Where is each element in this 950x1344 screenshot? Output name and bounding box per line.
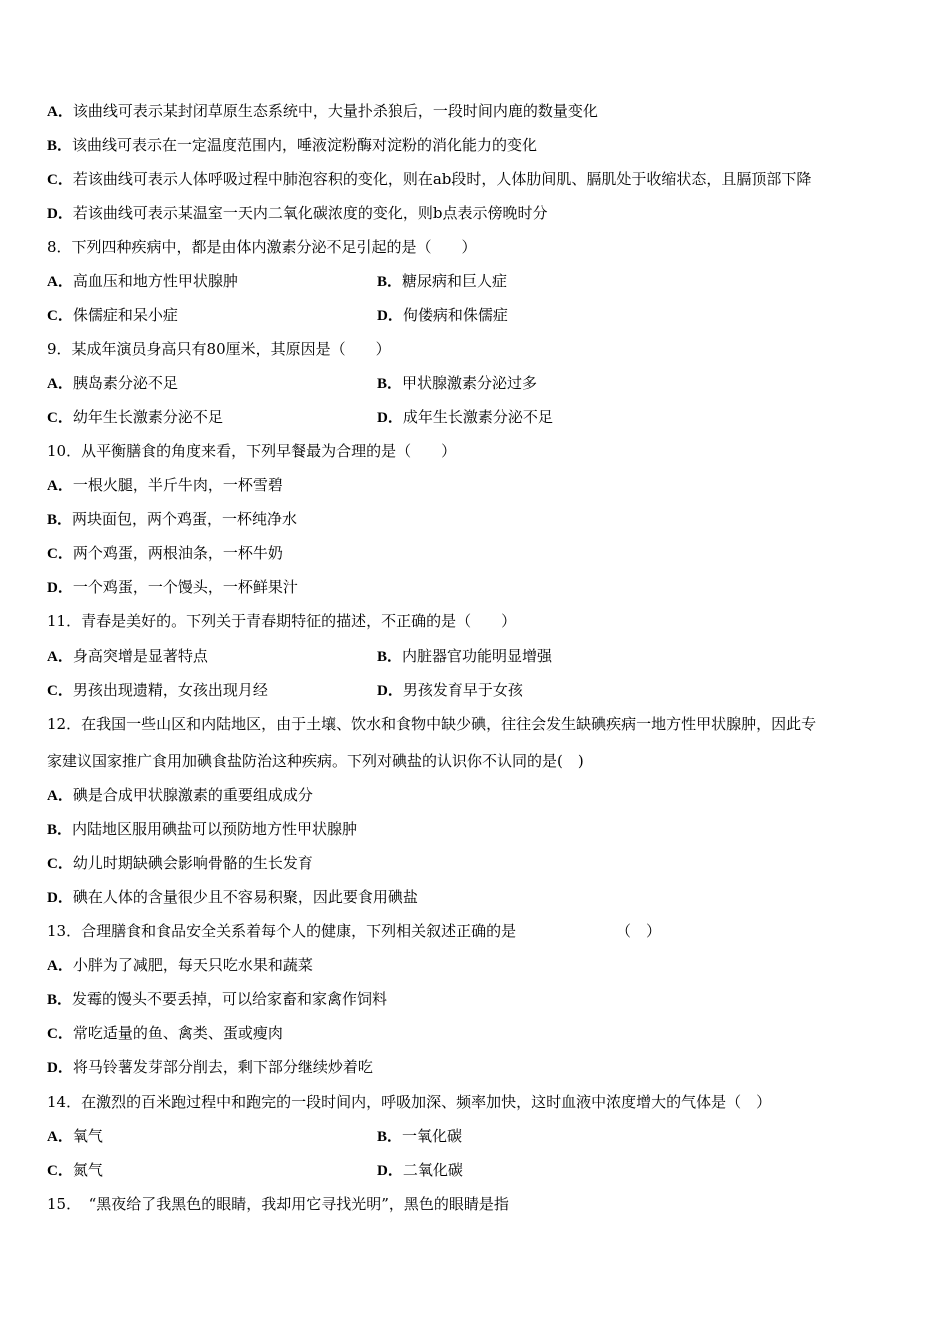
q13-option-d: D．将马铃薯发芽部分削去，剩下部分继续炒着吃	[47, 1058, 373, 1076]
q12-option-d: D．碘在人体的含量很少且不容易积聚，因此要食用碘盐	[47, 888, 418, 906]
q10-stem: 10．从平衡膳食的角度来看，下列早餐最为合理的是（ ）	[47, 442, 457, 460]
q9-options-row2	[47, 407, 553, 428]
q12-option-c: C．幼儿时期缺碘会影响骨骼的生长发育	[47, 854, 313, 872]
q12-stem-line2: 家建议国家推广食用加碘食盐防治这种疾病。下列对碘盐的认识你不认同的是( )	[47, 752, 584, 770]
q8-stem: 8．下列四种疾病中，都是由体内激素分泌不足引起的是（ ）	[47, 238, 477, 256]
q9-option-a: A．胰岛素分泌不足	[47, 374, 178, 392]
q14-option-b: B．一氧化碳	[377, 1127, 463, 1145]
q7-option-d: D．若该曲线可表示某温室一天内二氧化碳浓度的变化，则b点表示傍晚时分	[47, 204, 548, 222]
q14-options-row2	[47, 1160, 463, 1181]
q11-option-b: B．内脏器官功能明显增强	[377, 647, 553, 665]
q10-option-b: B．两块面包，两个鸡蛋，一杯纯净水	[47, 510, 298, 528]
q7-option-b: B．该曲线可表示在一定温度范围内，唾液淀粉酶对淀粉的消化能力的变化	[47, 136, 538, 154]
q13-stem: 13．合理膳食和食品安全关系着每个人的健康，下列相关叙述正确的是	[47, 922, 517, 940]
q14-option-a: A．氧气	[47, 1127, 103, 1145]
q8-options-row1	[47, 271, 507, 292]
q7-option-c: C．若该曲线可表示人体呼吸过程中肺泡容积的变化，则在ab段时，人体肋间肌、膈肌处于收缩状态，且膈顶部下降	[47, 170, 812, 188]
q13-option-b: B．发霉的馒头不要丢掉，可以给家畜和家禽作饲料	[47, 990, 388, 1008]
q9-option-c: C．幼年生长激素分泌不足	[47, 408, 223, 426]
q13-answer-paren: （ ）	[616, 922, 662, 940]
q8-option-a: A．高血压和地方性甲状腺肿	[47, 272, 238, 290]
q11-options-row1	[47, 646, 552, 667]
q7-option-a: A．该曲线可表示某封闭草原生态系统中，大量扑杀狼后，一段时间内鹿的数量变化	[47, 102, 598, 120]
q8-option-c: C．侏儒症和呆小症	[47, 306, 178, 324]
q12-option-a: A．碘是合成甲状腺激素的重要组成成分	[47, 786, 313, 804]
q9-stem: 9．某成年演员身高只有80厘米，其原因是（ ）	[47, 340, 391, 358]
q13-option-a: A．小胖为了减肥，每天只吃水果和蔬菜	[47, 956, 313, 974]
q11-options-row2	[47, 680, 523, 701]
q10-option-d: D．一个鸡蛋，一个馒头，一杯鲜果汁	[47, 578, 298, 596]
q9-option-b: B．甲状腺激素分泌过多	[377, 374, 538, 392]
q9-options-row1	[47, 373, 537, 394]
q11-option-c: C．男孩出现遗精，女孩出现月经	[47, 681, 268, 699]
q14-options-row1	[47, 1126, 462, 1147]
q15-stem: 15． “黑夜给了我黑色的眼睛，我却用它寻找光明”，黑色的眼睛是指	[47, 1195, 509, 1213]
q8-option-b: B．糖尿病和巨人症	[377, 272, 508, 290]
q11-option-d: D．男孩发育早于女孩	[377, 681, 523, 699]
q11-option-a: A．身高突增是显著特点	[47, 647, 208, 665]
q10-option-a: A．一根火腿，半斤牛肉，一杯雪碧	[47, 476, 283, 494]
q12-option-b: B．内陆地区服用碘盐可以预防地方性甲状腺肿	[47, 820, 358, 838]
q14-option-d: D．二氧化碳	[377, 1161, 463, 1179]
q8-option-d: D．佝偻病和侏儒症	[377, 306, 508, 324]
q14-option-c: C．氮气	[47, 1161, 103, 1179]
q10-option-c: C．两个鸡蛋，两根油条，一杯牛奶	[47, 544, 283, 562]
q12-stem-line1: 12．在我国一些山区和内陆地区，由于土壤、饮水和食物中缺少碘，往往会发生缺碘疾病一地方性甲状腺肿，因此专	[47, 715, 817, 733]
q9-option-d: D．成年生长激素分泌不足	[377, 408, 553, 426]
q8-options-row2	[47, 305, 508, 326]
q13-option-c: C．常吃适量的鱼、禽类、蛋或瘦肉	[47, 1024, 283, 1042]
q11-stem: 11．青春是美好的。下列关于青春期特征的描述，不正确的是（ ）	[47, 612, 517, 630]
q14-stem: 14．在激烈的百米跑过程中和跑完的一段时间内，呼吸加深、频率加快，这时血液中浓度增大的气体是（ ）	[47, 1093, 772, 1111]
